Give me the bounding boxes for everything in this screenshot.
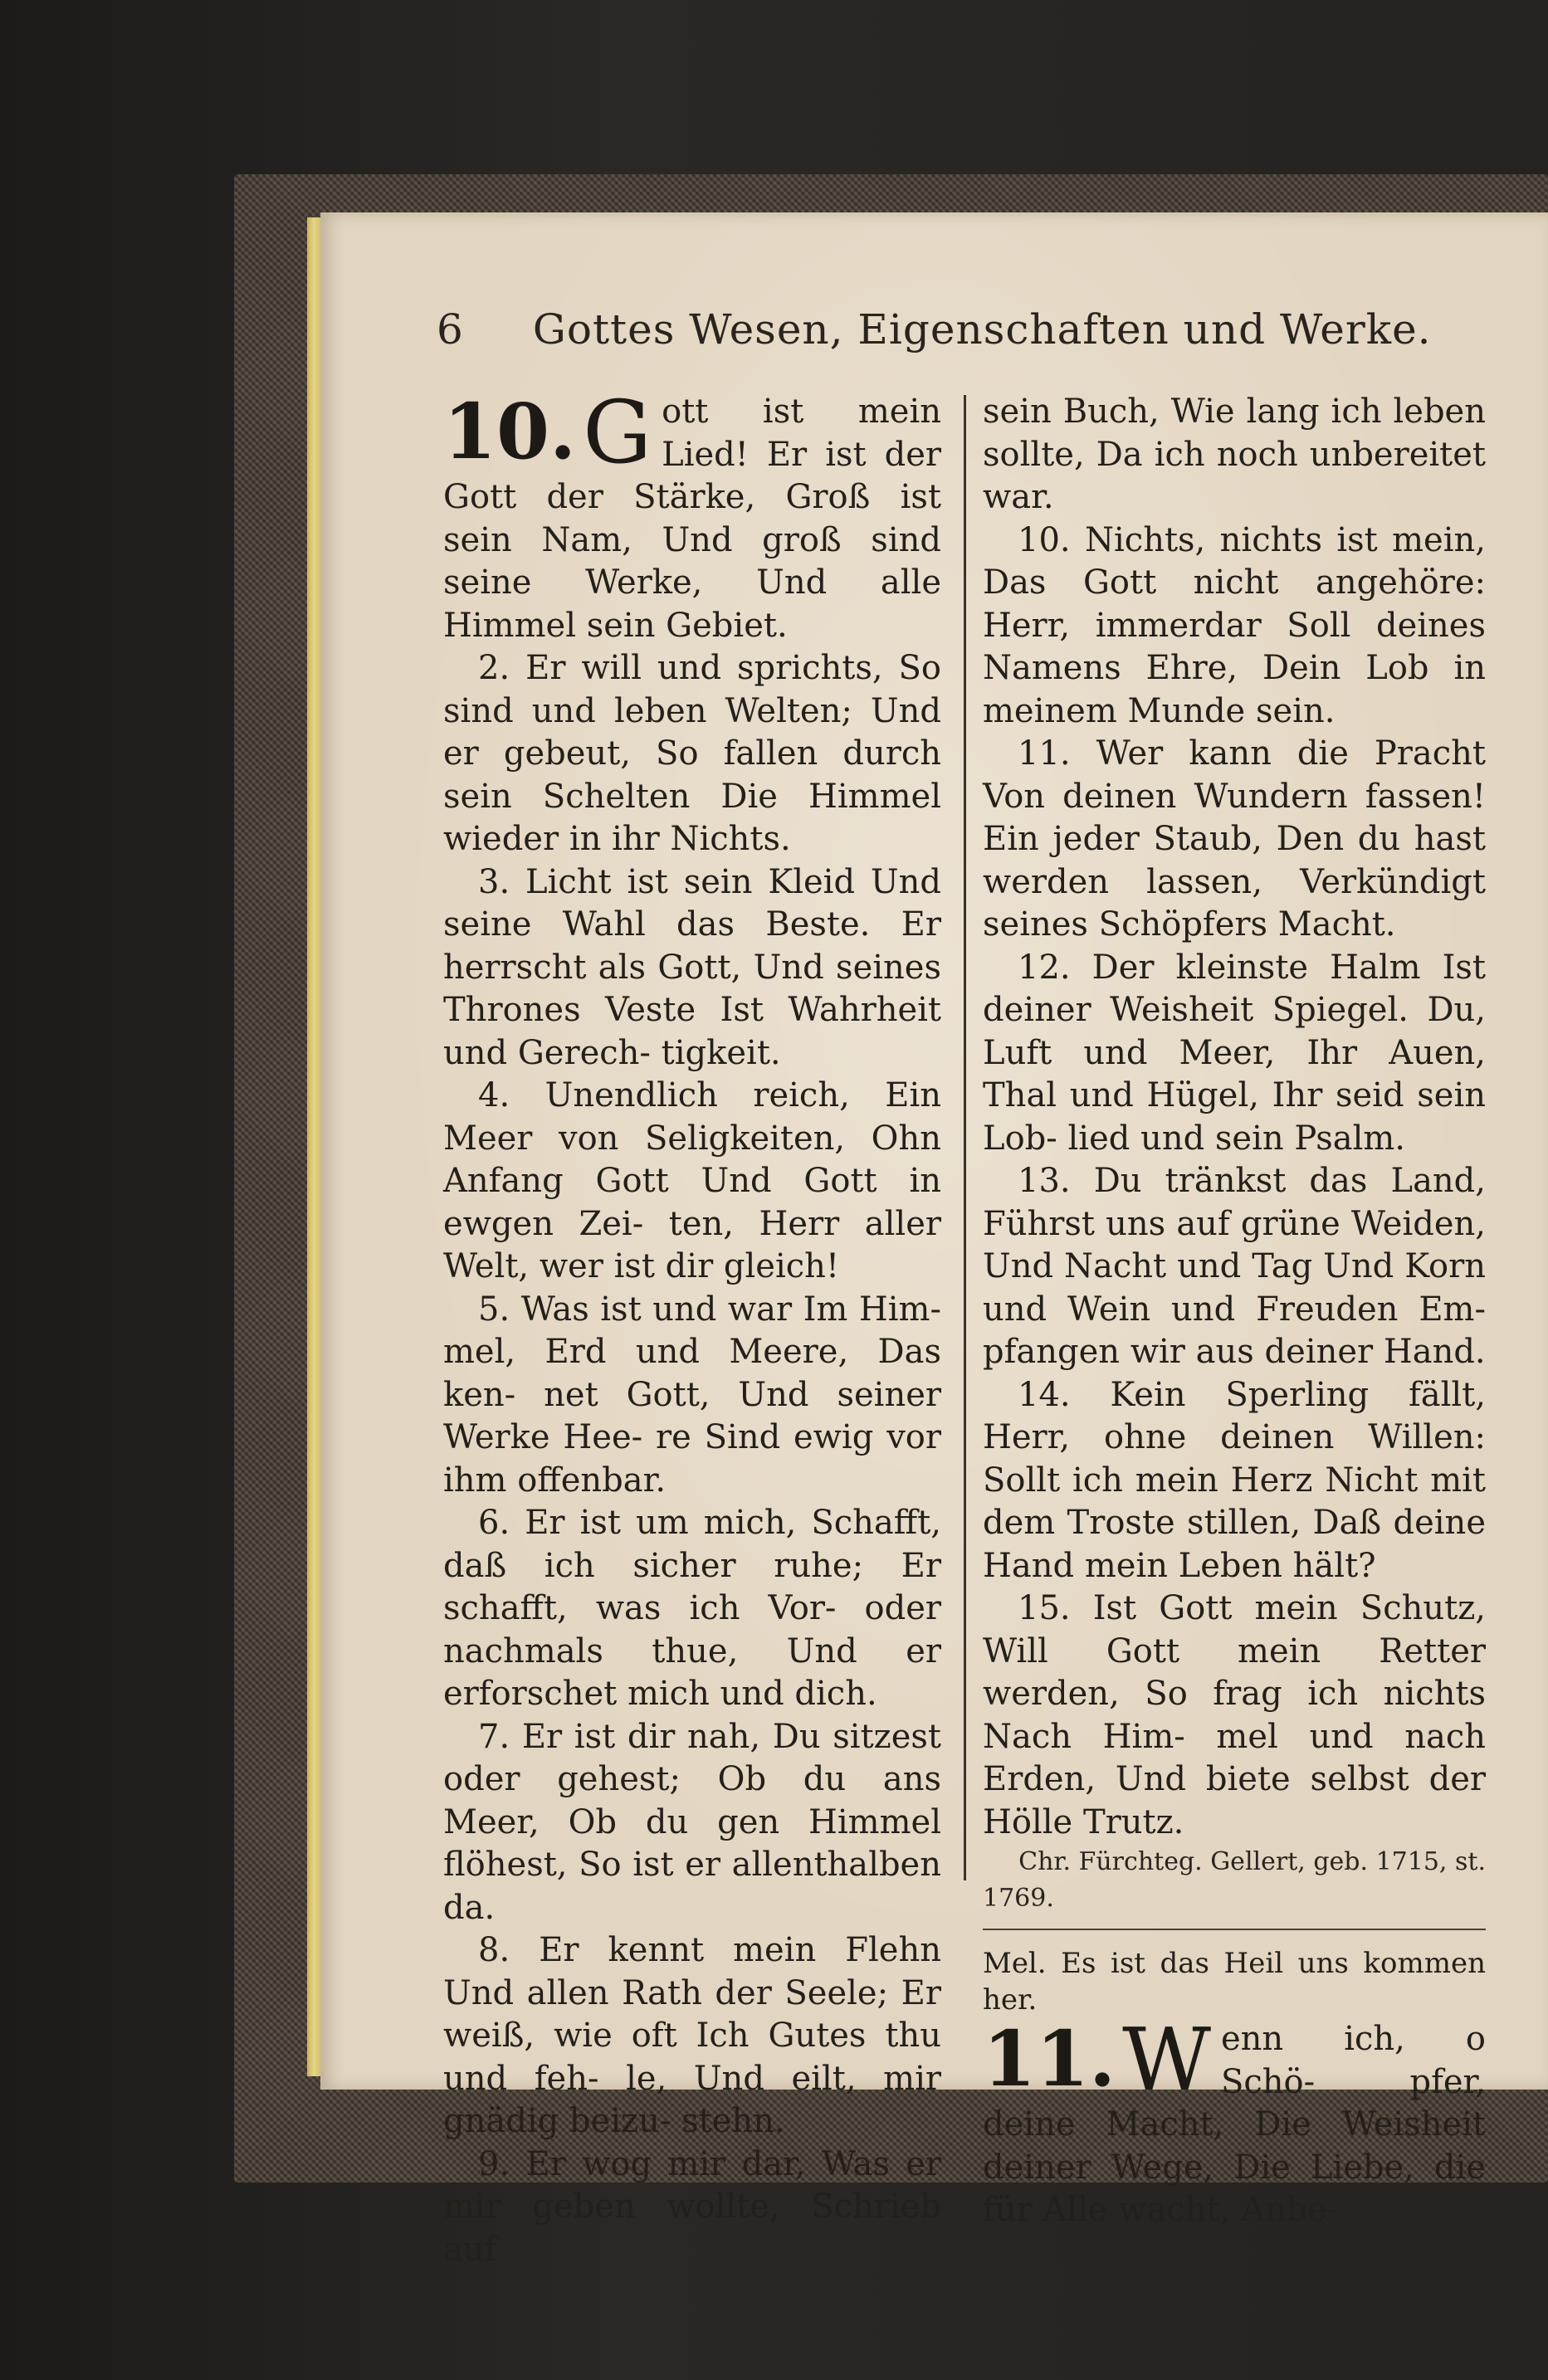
hymn-11-melody: Mel. Es ist das Heil uns kommen her.	[983, 1947, 1486, 2017]
column-divider	[964, 395, 966, 1880]
hymn-10-verse-15: 15. Ist Gott mein Schutz, Will Gott mein Retter werden, So frag ich nichts Nach Him- mel und nach Erden, Und biete selbst der Hölle Trutz.	[983, 1589, 1486, 1841]
hymn-11-number: 11.	[983, 2014, 1116, 2104]
hymn-10-attribution: Chr. Fürchteg. Gellert, geb. 1715, st. 1769.	[983, 1847, 1486, 1913]
hymn-10-verse-14: 14. Kein Sperling fällt, Herr, ohne deinen Willen: Sollt ich mein Herz Nicht mit dem Troste stillen, Daß deine Hand mein Leben hält?	[983, 1375, 1486, 1585]
verse-text: ott ist mein Lied! Er ist der Gott der Stärke, Groß ist sein Nam, Und groß sind seine Werke, Und alle Himmel sein Gebiet.	[443, 393, 941, 645]
right-column	[983, 391, 1486, 2232]
hymn-10-verse-6: 6. Er ist um mich, Schafft, daß ich sicher ruhe; Er schafft, was ich Vor- oder nachmals thue, Und er erforschet mich und dich.	[443, 1504, 941, 1713]
verse-text: enn ich, o Schö- pfer, deine Macht, Die Weisheit deiner Wege, Die Liebe, die für Alle wacht, Anbe-	[983, 2020, 1486, 2229]
hymn-10-verse-9-start: 9. Er wog mir dar, Was er mir geben wollte, Schrieb auf	[443, 2144, 941, 2269]
hymn-10-verse-3: 3. Licht ist sein Kleid Und seine Wahl das Beste. Er herrscht als Gott, Und seines Thrones Veste Ist Wahrheit und Gerech- tigkeit.	[443, 862, 941, 1072]
hymn-10-initial: G	[583, 382, 652, 483]
book-page	[320, 212, 1548, 2269]
hymn-10-verse-12: 12. Der kleinste Halm Ist deiner Weisheit Spiegel. Du, Luft und Meer, Ihr Auen, Thal und Hügel, Ihr seid sein Lob- lied und sein Psalm.	[983, 948, 1486, 1158]
section-rule	[983, 1929, 1486, 1930]
running-head	[437, 305, 1432, 354]
hymn-10-verse-10: 10. Nichts, nichts ist mein, Das Gott nicht angehöre: Herr, immerdar Soll deines Namens Ehre, Dein Lob in meinem Munde sein.	[983, 520, 1486, 730]
hymn-10-verse-4: 4. Unendlich reich, Ein Meer von Seligkeiten, Ohn Anfang Gott Und Gott in ewgen Zei- ten, Herr aller Welt, wer ist dir gleich!	[443, 1076, 941, 1285]
left-column	[443, 382, 941, 2271]
hymn-11-initial: W	[1122, 2009, 1211, 2110]
hymn-10-verse-8: 8. Er kennt mein Flehn Und allen Rath der Seele; Er weiß, wie oft Ich Gutes thu und feh- le, Und eilt, mir gnädig beizu- stehn.	[443, 1931, 941, 2140]
hymn-10-verse-11: 11. Wer kann die Pracht Von deinen Wundern fassen! Ein jeder Staub, Den du hast werden lassen, Verkündigt seines Schöpfers Macht.	[983, 734, 1486, 944]
hymn-10-verse-1	[443, 382, 941, 647]
hymn-10-number: 10.	[443, 387, 577, 476]
hymn-11-verse-1	[983, 2009, 1486, 2232]
hymn-10-verse-5: 5. Was ist und war Im Him- mel, Erd und Meere, Das ken- net Gott, Und seiner Werke Hee- re Sind ewig vor ihm offenbar.	[443, 1290, 941, 1500]
hymn-10-verse-7: 7. Er ist dir nah, Du sitzest oder gehest; Ob du ans Meer, Ob du gen Himmel flöhest, So ist er allenthalben da.	[443, 1717, 941, 1927]
hymn-10-verse-13: 13. Du tränkst das Land, Führst uns auf grüne Weiden, Und Nacht und Tag Und Korn und Wein und Freuden Em- pfangen wir aus deiner Hand.	[983, 1162, 1486, 1371]
gilt-page-edge	[307, 217, 320, 2076]
page-number: 6	[437, 305, 463, 354]
page-title: Gottes Wesen, Eigenschaften und Werke.	[532, 305, 1432, 354]
hymn-10-verse-2: 2. Er will und sprichts, So sind und leben Welten; Und er gebeut, So fallen durch sein Schelten Die Himmel wieder in ihr Nichts.	[443, 649, 941, 858]
hymn-10-verse-9-end: sein Buch, Wie lang ich leben sollte, Da ich noch unbereitet war.	[983, 393, 1486, 516]
